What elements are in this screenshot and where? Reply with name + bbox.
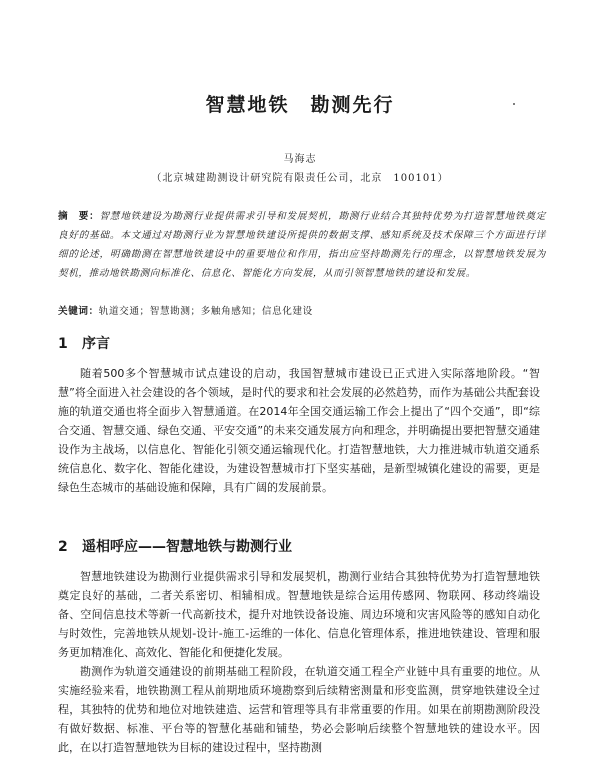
abstract-text: 智慧地铁建设为勘测行业提供需求引导和发展契机，勘测行业结合其独特优势为打造智慧地铁奠定良好的基础。本文通过对勘测行业为智慧地铁建设所提供的数据支撑、感知系统及技术保障三个方面进行详细的论述，明确勘测在智慧地铁建设中的重要地位和作用，指出应坚持勘测先行的理念，以智慧地铁发展为契机，推动地铁勘测向标准化、信息化、智能化方向发展，从而引领智慧地铁的建设和发展。 xyxy=(58,211,546,279)
section-title-1: 序言 xyxy=(82,336,110,352)
section-2-paragraph-2: 勘测作为轨道交通建设的前期基础工程阶段，在轨道交通工程全产业链中具有重要的地位。从实施经验来看，地铁勘测工程从前期地质环境勘察到后续精密测量和形变监测，贯穿地铁建设全过程，其独特的优势和地位对地铁建造、运营和管理等具有非常重要的作用。如果在前期勘测阶段没有做好数据、标准、平台等的智慧化基础和铺垫，势必会影响后续整个智慧地铁的建设水平。因此，在以打造智慧地铁为目标的建设过程中，坚持勘测 xyxy=(58,665,540,754)
abstract-label: 摘 要： xyxy=(58,211,100,222)
section-1-paragraph-1: 随着500多个智慧城市试点建设的启动，我国智慧城市建设已正式进入实际落地阶段。“智慧”将全面进入社会建设的各个领域，是时代的要求和社会发展的必然趋势，而作为基础公共配套设施的轨道交通也将全面步入智慧通道。在2014年全国交通运输工作会上提出了“四个交通”，即“综合交通、智慧交通、绿色交通、平安交通”的未来交通发展方向和理念，并明确提出要把智慧交通建设作为主战场，以信息化、智能化引领交通运输现代化。打造智慧地铁，大力推进城市轨道交通系统信息化、数字化、智能化建设，为建设智慧城市打下坚实基础，是新型城镇化建设的需要，更是绿色生态城市的基础设施和保障，具有广阔的发展前景。 xyxy=(58,367,540,494)
section-body-1 xyxy=(58,364,540,497)
section-heading-1 xyxy=(58,333,110,353)
section-body-2 xyxy=(58,567,540,757)
section-heading-2 xyxy=(58,536,292,556)
keywords-label: 关键词： xyxy=(58,306,99,317)
scan-speck xyxy=(513,103,515,105)
section-number-2: 2 xyxy=(58,539,68,555)
keywords-text: 轨道交通；智慧勘测；多触角感知；信息化建设 xyxy=(98,306,313,317)
paper-title: 智慧地铁 勘测先行 xyxy=(205,94,395,116)
author-name: 马海志 xyxy=(283,154,317,165)
keywords xyxy=(58,302,546,321)
section-title-2: 遥相呼应——智慧地铁与勘测行业 xyxy=(82,539,292,555)
author-affiliation: （北京城建勘测设计研究院有限责任公司，北京 100101） xyxy=(151,173,449,184)
section-2-paragraph-1: 智慧地铁建设为勘测行业提供需求引导和发展契机，勘测行业结合其独特优势为打造智慧地铁奠定良好的基础，二者关系密切、相辅相成。智慧地铁是综合运用传感网、物联网、移动终端设备、空间信息技术等新一代高新技术，提升对地铁设备设施、周边环境和灾害风险等的感知自动化与时效性，完善地铁从规划-设计-施工-运维的一体化、信息化管理体系，推进地铁建设、管理和服务更加精准化、高效化、智能化和便捷化发展。 xyxy=(58,570,540,659)
section-number-1: 1 xyxy=(58,336,68,352)
abstract xyxy=(58,207,546,283)
